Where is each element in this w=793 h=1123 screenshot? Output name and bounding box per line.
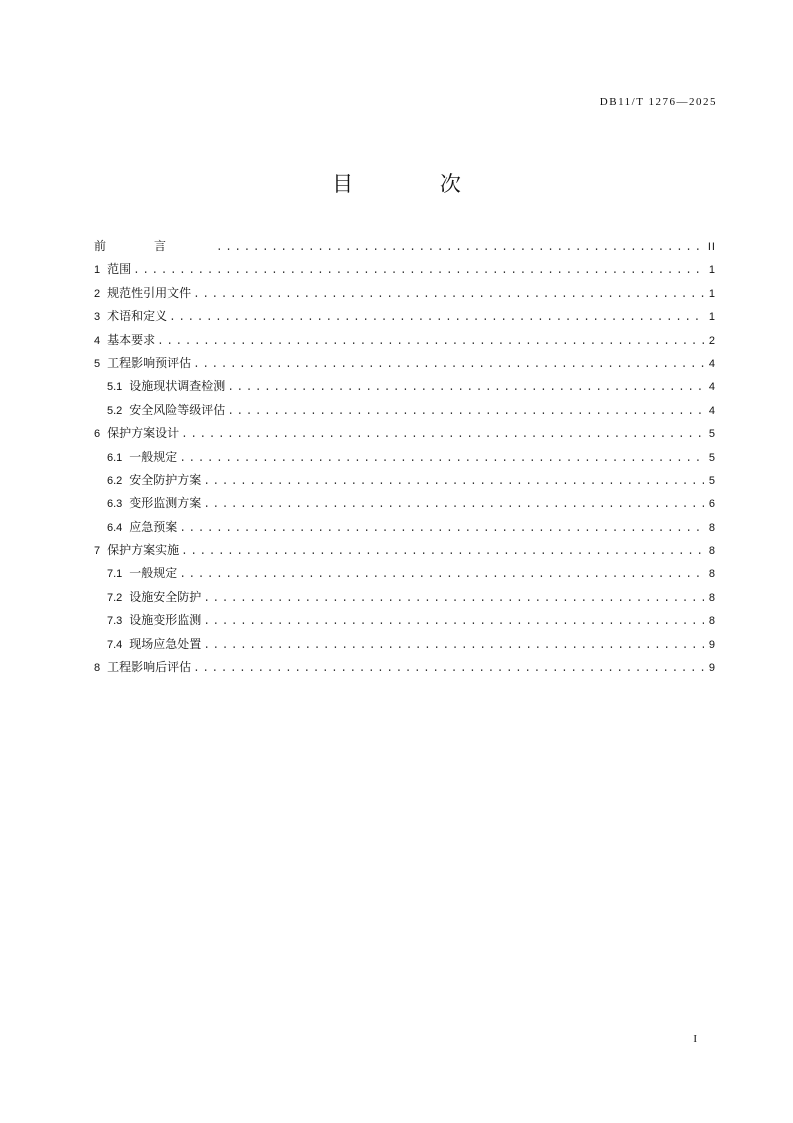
toc-entry-label: 术语和定义 — [107, 309, 168, 324]
toc-dot-leader — [203, 471, 704, 494]
toc-entry[interactable] — [94, 516, 716, 539]
toc-entry-number: 5.1 — [107, 381, 123, 394]
toc-dot-leader — [227, 401, 704, 424]
toc-entry-number: 4 — [94, 334, 101, 347]
toc-dot-leader — [193, 354, 704, 377]
toc-entry-page: 4 — [708, 357, 716, 370]
toc-dot-leader — [193, 284, 704, 307]
toc-entry-page: II — [707, 241, 716, 253]
toc-dot-leader — [227, 377, 704, 400]
toc-entry-label: 安全防护方案 — [129, 472, 202, 487]
toc-entry-page: 9 — [708, 662, 716, 675]
toc-entry[interactable] — [94, 492, 716, 515]
toc-entry[interactable] — [94, 399, 716, 422]
toc-entry-page: 5 — [708, 451, 716, 464]
toc-entry-label: 工程影响后评估 — [107, 660, 192, 675]
toc-entry-label: 保护方案实施 — [107, 543, 180, 558]
toc-entry-number: 6.3 — [107, 498, 123, 511]
toc-entry-number: 5 — [94, 357, 101, 370]
toc-dot-leader — [181, 541, 704, 564]
toc-entry-number: 3 — [94, 311, 101, 324]
toc-entry-label: 保护方案设计 — [107, 426, 180, 441]
toc-entry-number: 8 — [94, 662, 101, 675]
toc-entry[interactable] — [94, 235, 716, 258]
toc-dot-leader — [193, 658, 704, 681]
toc-dot-leader — [179, 448, 704, 471]
toc-entry-label: 设施安全防护 — [129, 589, 202, 604]
toc-entry-label: 前言 — [94, 239, 215, 253]
toc-entry-label: 范围 — [107, 262, 132, 277]
toc-entry[interactable] — [94, 282, 716, 305]
toc-entry-page: 1 — [708, 287, 716, 300]
toc-entry-page: 4 — [708, 381, 716, 394]
toc-entry-label: 应急预案 — [129, 519, 178, 534]
page-number: I — [693, 1033, 697, 1045]
toc-entry[interactable] — [94, 305, 716, 328]
toc-entry-page: 8 — [708, 615, 716, 628]
toc-entry-label: 基本要求 — [107, 332, 156, 347]
toc-entry-label: 工程影响预评估 — [107, 355, 192, 370]
toc-entry-page: 6 — [708, 498, 716, 511]
toc-dot-leader — [179, 518, 704, 541]
toc-dot-leader — [203, 635, 704, 658]
toc-entry[interactable] — [94, 352, 716, 375]
toc-entry[interactable] — [94, 469, 716, 492]
toc-dot-leader — [203, 494, 704, 517]
toc-entry-label: 现场应急处置 — [129, 636, 202, 651]
toc-entry-number: 1 — [94, 264, 101, 277]
toc-entry-page: 2 — [708, 334, 716, 347]
toc-entry-number: 6 — [94, 428, 101, 441]
toc-dot-leader — [181, 424, 704, 447]
toc-entry-number: 5.2 — [107, 404, 123, 417]
toc-entry-label: 规范性引用文件 — [107, 285, 192, 300]
toc-dot-leader — [216, 237, 704, 260]
toc-entry[interactable] — [94, 422, 716, 445]
toc-entry[interactable] — [94, 539, 716, 562]
toc-dot-leader — [133, 260, 704, 283]
toc-entry[interactable] — [94, 446, 716, 469]
toc-entry-page: 1 — [708, 311, 716, 324]
toc-entry-label: 一般规定 — [129, 566, 178, 581]
toc-entry-number: 6.2 — [107, 474, 123, 487]
toc-entry-number: 6.1 — [107, 451, 123, 464]
toc-entry-number: 7.4 — [107, 638, 123, 651]
toc-entry[interactable] — [94, 656, 716, 679]
toc-entry-number: 2 — [94, 287, 101, 300]
toc-entry-number: 7.1 — [107, 568, 123, 581]
toc-dot-leader — [169, 307, 704, 330]
toc-entry-number: 7.3 — [107, 615, 123, 628]
toc-entry[interactable] — [94, 375, 716, 398]
toc-entry[interactable] — [94, 258, 716, 281]
toc-entry-page: 1 — [708, 264, 716, 277]
toc-entry[interactable] — [94, 633, 716, 656]
toc-entry-page: 9 — [708, 638, 716, 651]
toc-entry[interactable] — [94, 329, 716, 352]
document-code: DB11/T 1276—2025 — [599, 96, 717, 108]
toc-entry-page: 4 — [708, 404, 716, 417]
toc-entry-label: 设施现状调查检测 — [129, 379, 226, 394]
toc-entry-label: 安全风险等级评估 — [129, 402, 226, 417]
toc-dot-leader — [179, 564, 704, 587]
toc-entry-page: 8 — [708, 545, 716, 558]
toc-entry-number: 7.2 — [107, 591, 123, 604]
table-of-contents — [94, 235, 716, 679]
toc-entry-page: 8 — [708, 591, 716, 604]
toc-entry[interactable] — [94, 562, 716, 585]
toc-dot-leader — [203, 588, 704, 611]
toc-entry-page: 8 — [708, 568, 716, 581]
toc-entry-page: 5 — [708, 428, 716, 441]
toc-entry-number: 7 — [94, 545, 101, 558]
toc-entry-label: 变形监测方案 — [129, 496, 202, 511]
toc-dot-leader — [203, 611, 704, 634]
toc-entry-label: 一般规定 — [129, 449, 178, 464]
toc-entry-number: 6.4 — [107, 521, 123, 534]
toc-entry-page: 5 — [708, 474, 716, 487]
toc-entry[interactable] — [94, 586, 716, 609]
toc-entry-label: 设施变形监测 — [129, 613, 202, 628]
toc-dot-leader — [157, 331, 704, 354]
page-title: 目 次 — [332, 172, 501, 196]
toc-entry-page: 8 — [708, 521, 716, 534]
toc-entry[interactable] — [94, 609, 716, 632]
